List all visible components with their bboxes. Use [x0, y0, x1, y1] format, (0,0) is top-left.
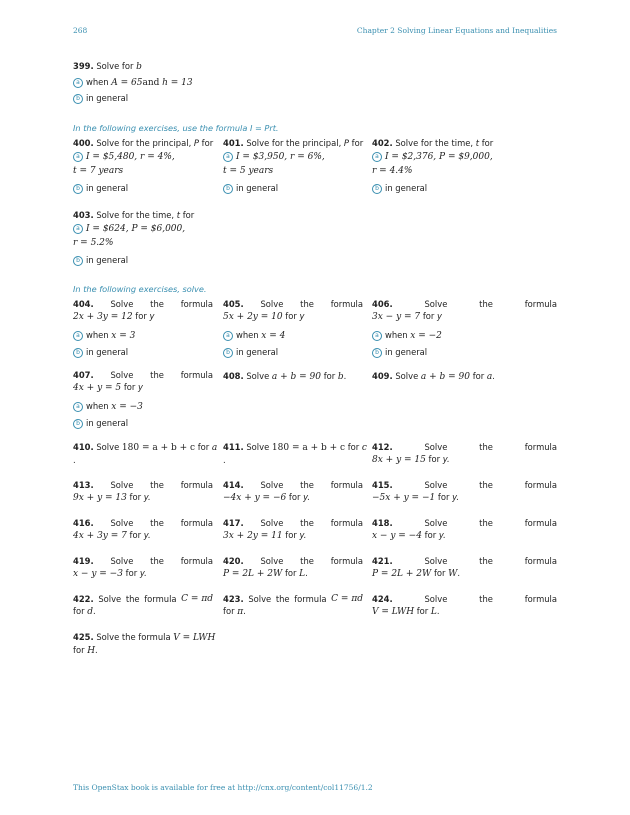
exercise-412: 412. Solve the formula 8x + y = 15 for y.: [372, 442, 557, 465]
exercise-408: 408. Solve a + b = 90 for b.: [223, 371, 347, 382]
exercise-411: 411. Solve 180 = a + b + c for c .: [223, 442, 367, 465]
exercise-420: 420. Solve the formula P = 2L + 2W for L.: [223, 556, 363, 579]
part-a-icon: a: [73, 78, 83, 88]
part-b-icon: b: [372, 184, 382, 194]
exercise-409: 409. Solve a + b = 90 for a.: [372, 371, 495, 382]
exercise-404: 404. Solve the formula 2x + 3y = 12 for y a when x = 3 b in general: [73, 299, 213, 357]
exercise-416: 416. Solve the formula 4x + 3y = 7 for y.: [73, 518, 213, 541]
exercise-401: 401. Solve for the principal, P for a I = $3,950, r = 6%, t = 5 years b in general: [223, 138, 364, 193]
exercise-419: 419. Solve the formula x − y = −3 for y.: [73, 556, 213, 579]
exercise-399: 399. Solve for b a when A = 65and h = 13 b in general: [73, 61, 193, 103]
exercise-423: 423. Solve the formula C = πd for π.: [223, 594, 363, 617]
chapter-title: Chapter 2 Solving Linear Equations and Inequalities: [356, 26, 557, 35]
exercise-410: 410. Solve 180 = a + b + c for a .: [73, 442, 218, 465]
part-b-icon: b: [372, 348, 382, 358]
exercise-415: 415. Solve the formula −5x + y = −1 for y.: [372, 480, 557, 503]
footer-notice: This OpenStax book is available for free at http://cnx.org/content/col11756/1.2: [73, 783, 373, 792]
part-b-icon: b: [223, 348, 233, 358]
part-a-icon: a: [223, 152, 233, 162]
part-b-icon: b: [223, 184, 233, 194]
part-b-icon: b: [73, 94, 83, 104]
part-b-icon: b: [73, 348, 83, 358]
part-a-icon: a: [73, 152, 83, 162]
part-b-icon: b: [73, 419, 83, 429]
exercise-407: 407. Solve the formula 4x + y = 5 for y a when x = −3 b in general: [73, 370, 213, 428]
part-b-icon: b: [73, 184, 83, 194]
exercise-417: 417. Solve the formula 3x + 2y = 11 for y.: [223, 518, 363, 541]
exercise-403: 403. Solve for the time, t for a I = $624, P = $6,000, r = 5.2% b in general: [73, 210, 195, 265]
exercise-424: 424. Solve the formula V = LWH for L.: [372, 594, 557, 617]
instruction-solve: In the following exercises, solve.: [73, 284, 207, 294]
page-number: 268: [73, 26, 88, 35]
exercise-418: 418. Solve the formula x − y = −4 for y.: [372, 518, 557, 541]
exercise-425: 425. Solve the formula V = LWH for H.: [73, 632, 216, 656]
part-a-icon: a: [73, 402, 83, 412]
part-a-icon: a: [372, 331, 382, 341]
exercise-413: 413. Solve the formula 9x + y = 13 for y.: [73, 480, 213, 503]
exercise-406: 406. Solve the formula 3x − y = 7 for y a when x = −2 b in general: [372, 299, 557, 357]
exercise-400: 400. Solve for the principal, P for a I = $5,480, r = 4%, t = 7 years b in general: [73, 138, 214, 193]
exercise-414: 414. Solve the formula −4x + y = −6 for y.: [223, 480, 363, 503]
part-a-icon: a: [223, 331, 233, 341]
part-a-icon: a: [73, 224, 83, 234]
exercise-421: 421. Solve the formula P = 2L + 2W for W.: [372, 556, 557, 579]
exercise-422: 422. Solve the formula C = πd for d.: [73, 594, 213, 617]
exercise-402: 402. Solve for the time, t for a I = $2,376, P = $9,000, r = 4.4% b in general: [372, 138, 494, 193]
part-a-icon: a: [73, 331, 83, 341]
exercise-405: 405. Solve the formula 5x + 2y = 10 for y a when x = 4 b in general: [223, 299, 363, 357]
part-b-icon: b: [73, 256, 83, 266]
instruction-prt: In the following exercises, use the formula I = Prt.: [73, 123, 279, 133]
part-a-icon: a: [372, 152, 382, 162]
exercise-number: 399.: [73, 61, 94, 71]
